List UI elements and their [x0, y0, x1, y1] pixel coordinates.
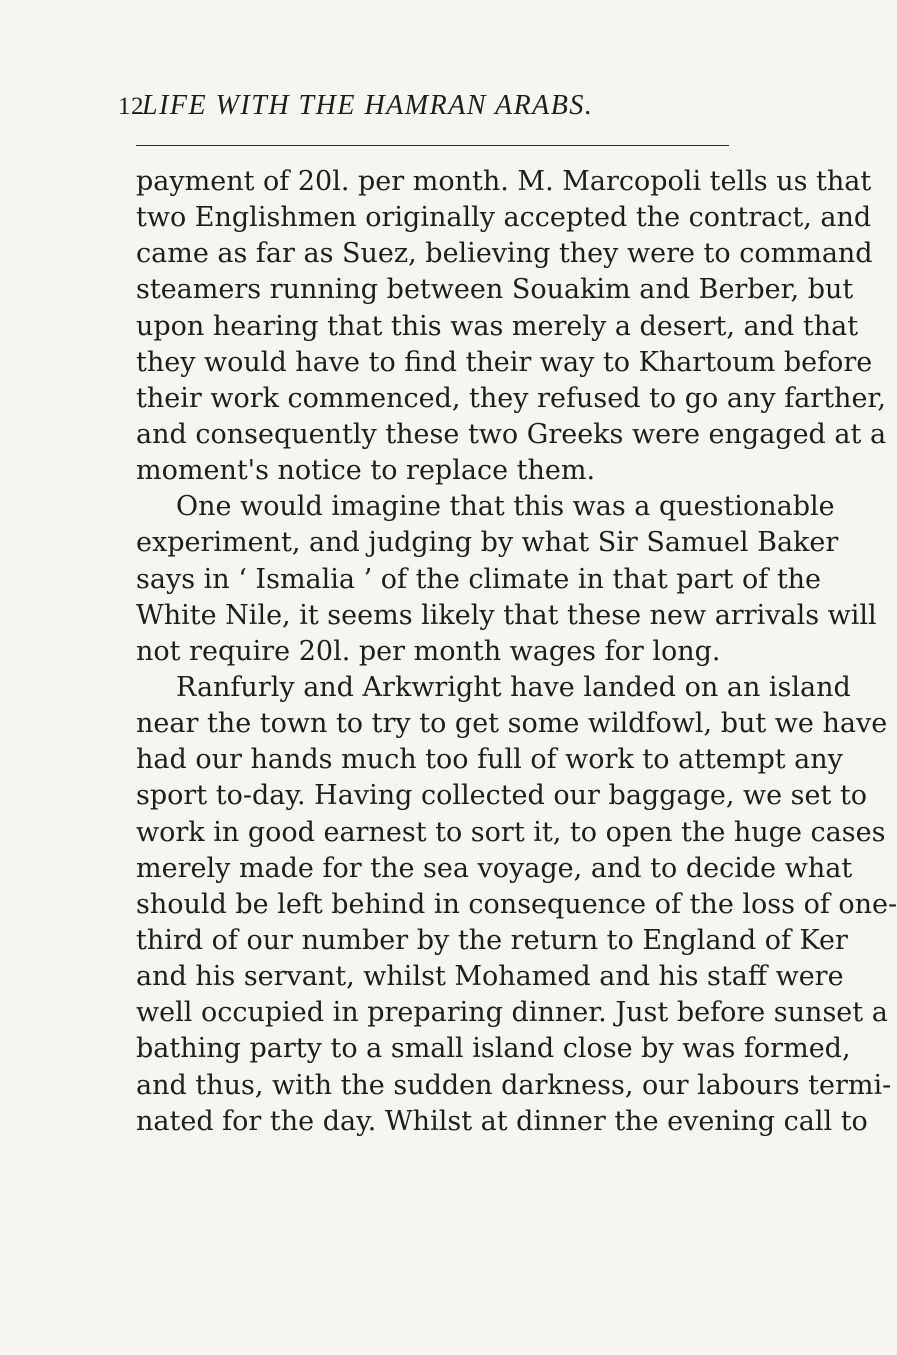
text-line: says in ‘ Ismalia ’ of the climate in that part of the	[136, 563, 822, 595]
text-line: and thus, with the sudden darkness, our labours termi-	[136, 1069, 892, 1101]
text-line: and consequently these two Greeks were engaged at a	[136, 418, 887, 450]
text-line: payment of 20l. per month. M. Marcopoli tells us that	[136, 166, 872, 197]
text-line: work in good earnest to sort it, to open the huge cases	[136, 816, 886, 848]
text-line: they would have to find their way to Khartoum before	[136, 346, 873, 378]
text-line: steamers running between Souakim and Berber, but	[136, 274, 854, 306]
text-line: upon hearing that this was merely a desert, and that	[136, 310, 859, 342]
text-line: White Nile, it seems likely that these new arrivals will	[136, 599, 877, 631]
page-header	[118, 90, 738, 126]
text-line: their work commenced, they refused to go any farther,	[136, 382, 886, 414]
text-line: two Englishmen originally accepted the contract, and	[136, 202, 872, 234]
page-number: 12	[118, 93, 144, 120]
text-line: experiment, and judging by what Sir Samuel Baker	[136, 527, 839, 559]
text-line: not require 20l. per month wages for long.	[136, 635, 721, 667]
text-line: should be left behind in consequence of the loss of one-	[136, 888, 897, 920]
header-rule	[136, 145, 729, 146]
text-line: near the town to try to get some wildfowl, but we have	[136, 708, 888, 740]
text-line: Ranfurly and Arkwright have landed on an island	[176, 671, 851, 703]
text-line: One would imagine that this was a questionable	[176, 491, 835, 523]
text-line: nated for the day. Whilst at dinner the evening call to	[136, 1105, 868, 1137]
running-head: LIFE WITH THE HAMRAN ARABS.	[142, 90, 594, 121]
text-line: bathing party to a small island close by was formed,	[136, 1033, 851, 1065]
text-line: third of our number by the return to England of Ker	[136, 924, 848, 956]
text-line: sport to-day. Having collected our baggage, we set to	[136, 780, 868, 812]
text-line: merely made for the sea voyage, and to decide what	[136, 852, 853, 884]
body-text	[136, 164, 897, 1140]
text-line: came as far as Suez, believing they were to command	[136, 238, 873, 270]
text-line: well occupied in preparing dinner. Just before sunset a	[136, 997, 888, 1029]
text-line: had our hands much too full of work to attempt any	[136, 744, 843, 776]
text-line: moment's notice to replace them.	[136, 455, 596, 487]
text-line: and his servant, whilst Mohamed and his staff were	[136, 961, 844, 993]
